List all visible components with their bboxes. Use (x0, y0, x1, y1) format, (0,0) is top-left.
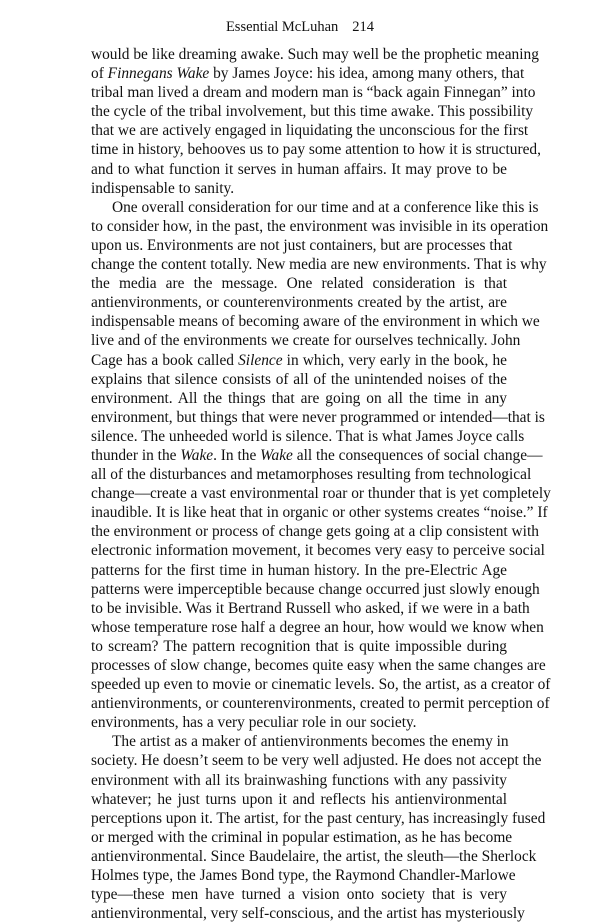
text-run: environment with all its brainwashing functions with any passivity (91, 771, 507, 789)
running-header (0, 18, 600, 36)
text-run: indispensable means of becoming aware of the environment in which we (91, 313, 540, 331)
text-line (91, 236, 513, 255)
text-line (91, 637, 507, 656)
text-run: would be like dreaming awake. Such may well be the prophetic meaning (91, 46, 539, 63)
text-line (91, 713, 507, 732)
text-run: Holmes type, the James Bond type, the Raymond Chandler-Marlowe (91, 867, 516, 885)
text-run: society. He doesn’t seem to be very well adjusted. He does not accept the (91, 752, 542, 770)
text-line (91, 790, 507, 809)
text-run: all the consequences of social change— (292, 446, 543, 464)
text-line (91, 351, 507, 370)
text-run: whatever; he just turns upon it and reflects his antienvironmental (91, 790, 507, 808)
text-run: inaudible. It is like heat that in organic or other systems creates “noise.” If (91, 504, 548, 522)
text-run: processes of slow change, becomes quite easy when the same changes are (91, 657, 546, 674)
text-run: antienvironmental, very self-conscious, and the artist has mysteriously (91, 905, 525, 923)
text-run: One overall consideration for our time and at a conference like this is (112, 198, 539, 216)
text-run: . In the (213, 446, 261, 464)
text-run: to scream? The pattern recognition that is quite impossible during (91, 637, 507, 655)
text-line (91, 866, 516, 885)
text-run: patterns for the first time in human history. In the pre-Electric Age (91, 561, 507, 579)
text-line (91, 561, 507, 580)
text-run: antienvironments, or counterenvironments, created to permit perception of (91, 695, 550, 713)
text-run: change—create a vast environmental roar or thunder that is yet completely (91, 485, 551, 503)
text-line (91, 751, 542, 770)
text-line (91, 675, 551, 694)
header-title: Essential McLuhan (225, 19, 339, 35)
text-line (91, 198, 539, 217)
text-run: all of the disturbances and metamorphoses resulting from technological (91, 466, 532, 484)
text-run: upon us. Environments are not just containers, but are processes that (91, 236, 513, 254)
text-line (91, 408, 545, 427)
text-line (91, 45, 539, 64)
text-line (91, 541, 545, 560)
text-run: and to what function it serves in human affairs. It may prove to be (91, 160, 507, 178)
text-line (91, 293, 507, 312)
text-run: antienvironments, or counterenvironments created by the artist, are (91, 294, 507, 312)
text-run: or merged with the criminal in popular estimation, as he has become (91, 828, 513, 846)
page-number: 214 (352, 19, 375, 35)
text-line (91, 580, 540, 599)
italic-title: Silence (238, 351, 283, 369)
text-run: environment. All the things that are going on all the time in any (91, 389, 507, 407)
text-run: whose temperature rose half a degree an hour, how would we know when (91, 618, 544, 636)
text-line (91, 618, 544, 637)
text-line (91, 446, 543, 465)
text-line (91, 771, 507, 790)
text-line (91, 522, 539, 541)
text-line (91, 656, 546, 675)
text-run: type—these men have turned a vision onto society that is very (91, 886, 507, 904)
text-run: electronic information movement, it becomes very easy to perceive social (91, 542, 545, 560)
text-run: to be invisible. Was it Bertrand Russell who asked, if we were in a bath (91, 599, 530, 617)
text-run: Cage has a book called (91, 351, 239, 369)
text-line (91, 847, 537, 866)
text-run: by James Joyce: his idea, among many others, that (209, 65, 525, 83)
text-line (91, 389, 507, 408)
text-line (91, 694, 550, 713)
text-line (91, 885, 507, 904)
text-line (91, 179, 507, 198)
text-run: that we are actively engaged in liquidating the unconscious for the first (91, 122, 529, 140)
text-run: patterns were imperceptible because change occurred just slowly enough (91, 580, 540, 598)
text-run: The artist as a maker of antienvironments becomes the enemy in (112, 733, 509, 751)
text-line (91, 312, 540, 331)
text-run: in which, very early in the book, he (282, 351, 507, 369)
text-run: live and of the environments we create for ourselves technically. John (91, 332, 521, 350)
paragraph (91, 45, 541, 198)
body-text (91, 45, 551, 923)
text-line (91, 484, 551, 503)
text-line (91, 83, 536, 102)
text-line (91, 370, 507, 389)
text-run: explains that silence consists of all of the unintended noises of the (91, 370, 507, 388)
italic-title: Wake (180, 446, 214, 464)
text-line (91, 102, 534, 121)
text-run: of (91, 65, 108, 83)
text-line (91, 160, 507, 179)
text-line (91, 904, 525, 923)
text-line (91, 427, 525, 446)
text-run: tribal man lived a dream and modern man is “back again Finnegan” into (91, 84, 536, 102)
text-run: the media are the message. One related consideration is that (91, 275, 507, 293)
text-run: time in history, behooves us to pay some attention to how it is structured, (91, 141, 541, 159)
text-line (91, 140, 541, 159)
text-run: silence. The unheeded world is silence. That is what James Joyce calls (91, 427, 525, 445)
text-line (91, 64, 525, 83)
italic-title: Finnegans Wake (107, 65, 210, 83)
text-line (91, 217, 549, 236)
paragraph (91, 732, 546, 923)
text-line (91, 809, 546, 828)
text-line (91, 465, 532, 484)
text-run: the cycle of the tribal involvement, but this time awake. This possibility (91, 103, 534, 121)
text-run: change the content totally. New media are new environments. That is why (91, 256, 547, 274)
text-run: environment, but things that were never programmed or intended—that is (91, 408, 545, 426)
text-line (91, 255, 547, 274)
text-line (91, 121, 529, 140)
italic-title: Wake (260, 446, 293, 464)
text-run: thunder in the (91, 446, 181, 464)
text-run: antienvironmental. Since Baudelaire, the artist, the sleuth—the Sherlock (91, 847, 537, 865)
paragraph (91, 198, 551, 733)
text-run: indispensable to sanity. (91, 179, 235, 197)
text-run: to consider how, in the past, the environment was invisible in its operation (91, 217, 549, 235)
text-run: environments, has a very peculiar role in our society. (91, 714, 417, 732)
text-line (91, 503, 548, 522)
text-run: speeded up even to movie or cinematic levels. So, the artist, as a creator of (91, 676, 551, 694)
text-run: the environment or process of change gets going at a clip consistent with (91, 523, 539, 541)
text-line (91, 828, 513, 847)
text-line (91, 599, 530, 618)
text-line (91, 274, 507, 293)
text-line (91, 732, 507, 751)
text-line (91, 331, 521, 350)
text-run: perceptions upon it. The artist, for the past century, has increasingly fused (91, 809, 546, 827)
